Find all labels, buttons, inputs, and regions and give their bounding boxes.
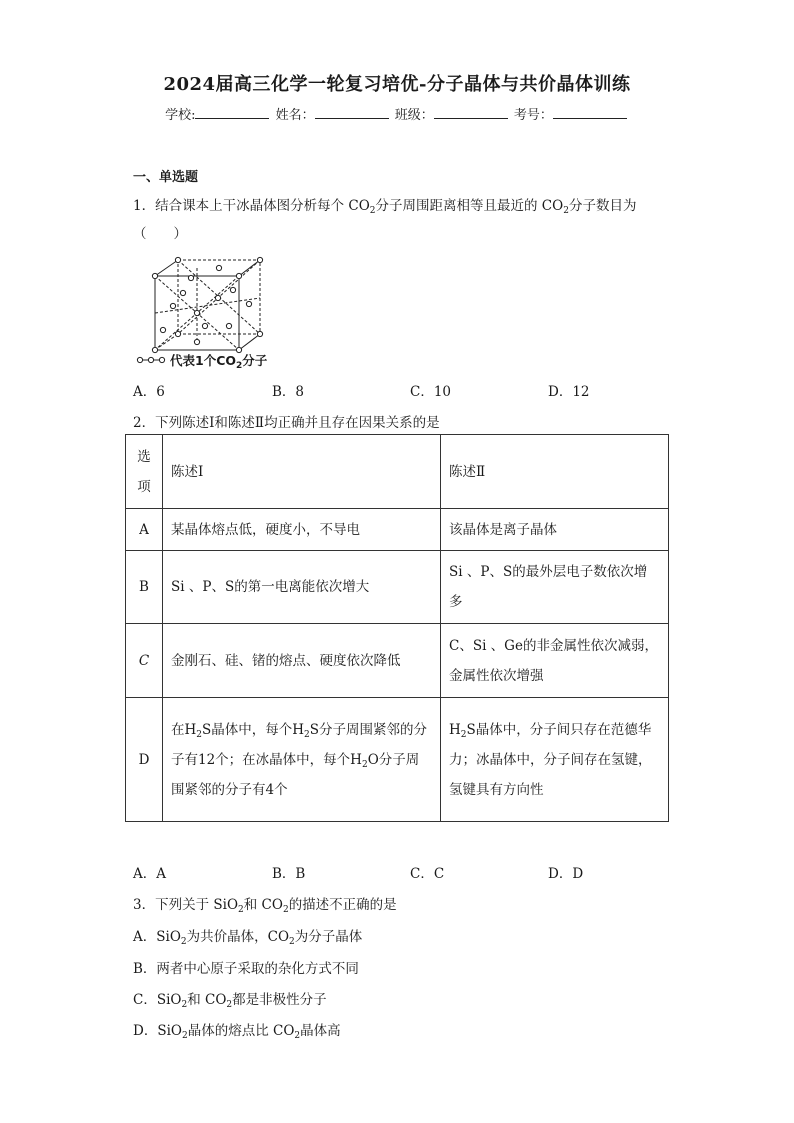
q1-stem-part: 分子周围距离相等且最近的 CO — [375, 198, 564, 214]
q1-option-a[interactable]: A．6 — [133, 384, 165, 400]
q2-option-d[interactable]: D．D — [548, 866, 584, 882]
text-part: 为共价晶体，CO — [186, 929, 290, 945]
text-part: S晶体中，分子间只存在范德华力；冰晶体中，分子间存在氢键，氢键具有方向性 — [449, 721, 652, 798]
q2-option-a[interactable]: A．A — [133, 866, 166, 882]
text-part: H — [449, 721, 461, 738]
section-title: 一、单选题 — [133, 170, 199, 185]
header-cell: 陈述Ⅱ — [441, 435, 669, 509]
legend-text: 分子 — [242, 353, 268, 368]
question-3-stem — [133, 893, 397, 913]
exam-no-blank[interactable] — [553, 106, 627, 119]
text-part: 3．下列关于 SiO — [133, 897, 239, 913]
row-option: C — [126, 624, 163, 698]
sub: 2 — [361, 759, 368, 770]
row-option: A — [126, 509, 163, 551]
question-2-table — [125, 434, 669, 822]
text-part: O分子周围紧邻的分子有4个 — [171, 751, 420, 798]
school-blank[interactable] — [195, 106, 269, 119]
sub: 2 — [226, 1000, 233, 1010]
exam-no-label: 考号： — [513, 108, 553, 123]
page-title: 2024届高三化学一轮复习培优-分子晶体与共价晶体训练 — [163, 74, 631, 95]
text-part: 都是非极性分子 — [232, 992, 327, 1008]
class-label: 班级： — [394, 108, 434, 123]
sub: 2 — [196, 729, 203, 740]
table-row — [126, 624, 669, 698]
text-part: S晶体中，每个H — [202, 721, 305, 738]
q1-sub: 2 — [369, 206, 376, 216]
text-part: C．SiO — [133, 992, 182, 1008]
name-label: 姓名： — [275, 108, 315, 123]
table-row — [126, 509, 669, 551]
text-part: 为分子晶体 — [294, 929, 363, 945]
q1-option-b[interactable]: B．8 — [272, 384, 305, 400]
text-part: S分子周围紧邻的分子有12个；在冰晶体中，每个H — [171, 721, 428, 768]
figure-legend — [136, 351, 267, 369]
statement-2 — [441, 698, 669, 822]
q3-option-d[interactable] — [133, 1019, 341, 1039]
legend-text: 代表1个CO — [170, 353, 236, 368]
question-1-paren: （ ） — [133, 226, 187, 242]
co2-molecule-icon — [136, 356, 166, 364]
table-row — [126, 551, 669, 624]
sub: 2 — [460, 729, 467, 740]
statement-1: Si 、P、S的第一电离能依次增大 — [163, 551, 441, 624]
school-label: 学校: — [165, 108, 196, 123]
text-part: 晶体高 — [300, 1023, 341, 1039]
sub: 2 — [289, 937, 295, 947]
text-part: 的描述不正确的是 — [288, 897, 397, 913]
q3-option-a[interactable] — [133, 925, 362, 945]
name-blank[interactable] — [315, 106, 389, 119]
q1-stem-part: 分子数目为 — [568, 198, 637, 214]
sub: 2 — [294, 1031, 301, 1041]
header-cell: 陈述Ⅰ — [163, 435, 441, 509]
table-row — [126, 698, 669, 822]
row-option: B — [126, 551, 163, 624]
statement-2: Si 、P、S的最外层电子数依次增多 — [441, 551, 669, 624]
statement-1 — [163, 698, 441, 822]
statement-1: 某晶体熔点低，硬度小，不导电 — [163, 509, 441, 551]
q2-option-b[interactable]: B．B — [272, 866, 306, 882]
statement-1: 金刚石、硅、锗的熔点、硬度依次降低 — [163, 624, 441, 698]
sub: 2 — [238, 905, 244, 915]
q2-option-c[interactable]: C．C — [410, 866, 445, 882]
text-part: 和 CO — [187, 992, 227, 1008]
sub: 2 — [181, 1000, 188, 1010]
student-info-line — [0, 104, 794, 123]
q1-stem-part: 1．结合课本上干冰晶体图分析每个 CO — [133, 198, 370, 214]
sub: 2 — [304, 729, 310, 740]
q1-option-d[interactable]: D．12 — [548, 384, 590, 400]
class-blank[interactable] — [434, 106, 508, 119]
table-header-row — [126, 435, 669, 509]
statement-2: C、Si 、Ge的非金属性依次减弱，金属性依次增强 — [441, 624, 669, 698]
legend-sub: 2 — [236, 361, 243, 371]
row-option: D — [126, 698, 163, 822]
statement-2: 该晶体是离子晶体 — [441, 509, 669, 551]
text-part: 晶体的熔点比 CO — [187, 1023, 295, 1039]
text-part: A．SiO — [133, 929, 181, 945]
text-part: D．SiO — [133, 1023, 182, 1039]
q3-option-c[interactable] — [133, 988, 327, 1008]
sub: 2 — [181, 1031, 188, 1041]
text-part: 和 CO — [243, 897, 283, 913]
q1-option-c[interactable]: C．10 — [410, 384, 452, 400]
question-2-stem: 2．下列陈述Ⅰ和陈述Ⅱ均正确并且存在因果关系的是 — [133, 415, 440, 431]
sub: 2 — [282, 905, 289, 915]
text-part: 在H — [171, 721, 197, 738]
header-cell: 选项 — [126, 435, 163, 509]
q3-option-b[interactable]: B．两者中心原子采取的杂化方式不同 — [133, 961, 359, 977]
question-1-stem — [133, 194, 636, 214]
sub: 2 — [180, 937, 187, 947]
q1-sub: 2 — [563, 206, 569, 216]
